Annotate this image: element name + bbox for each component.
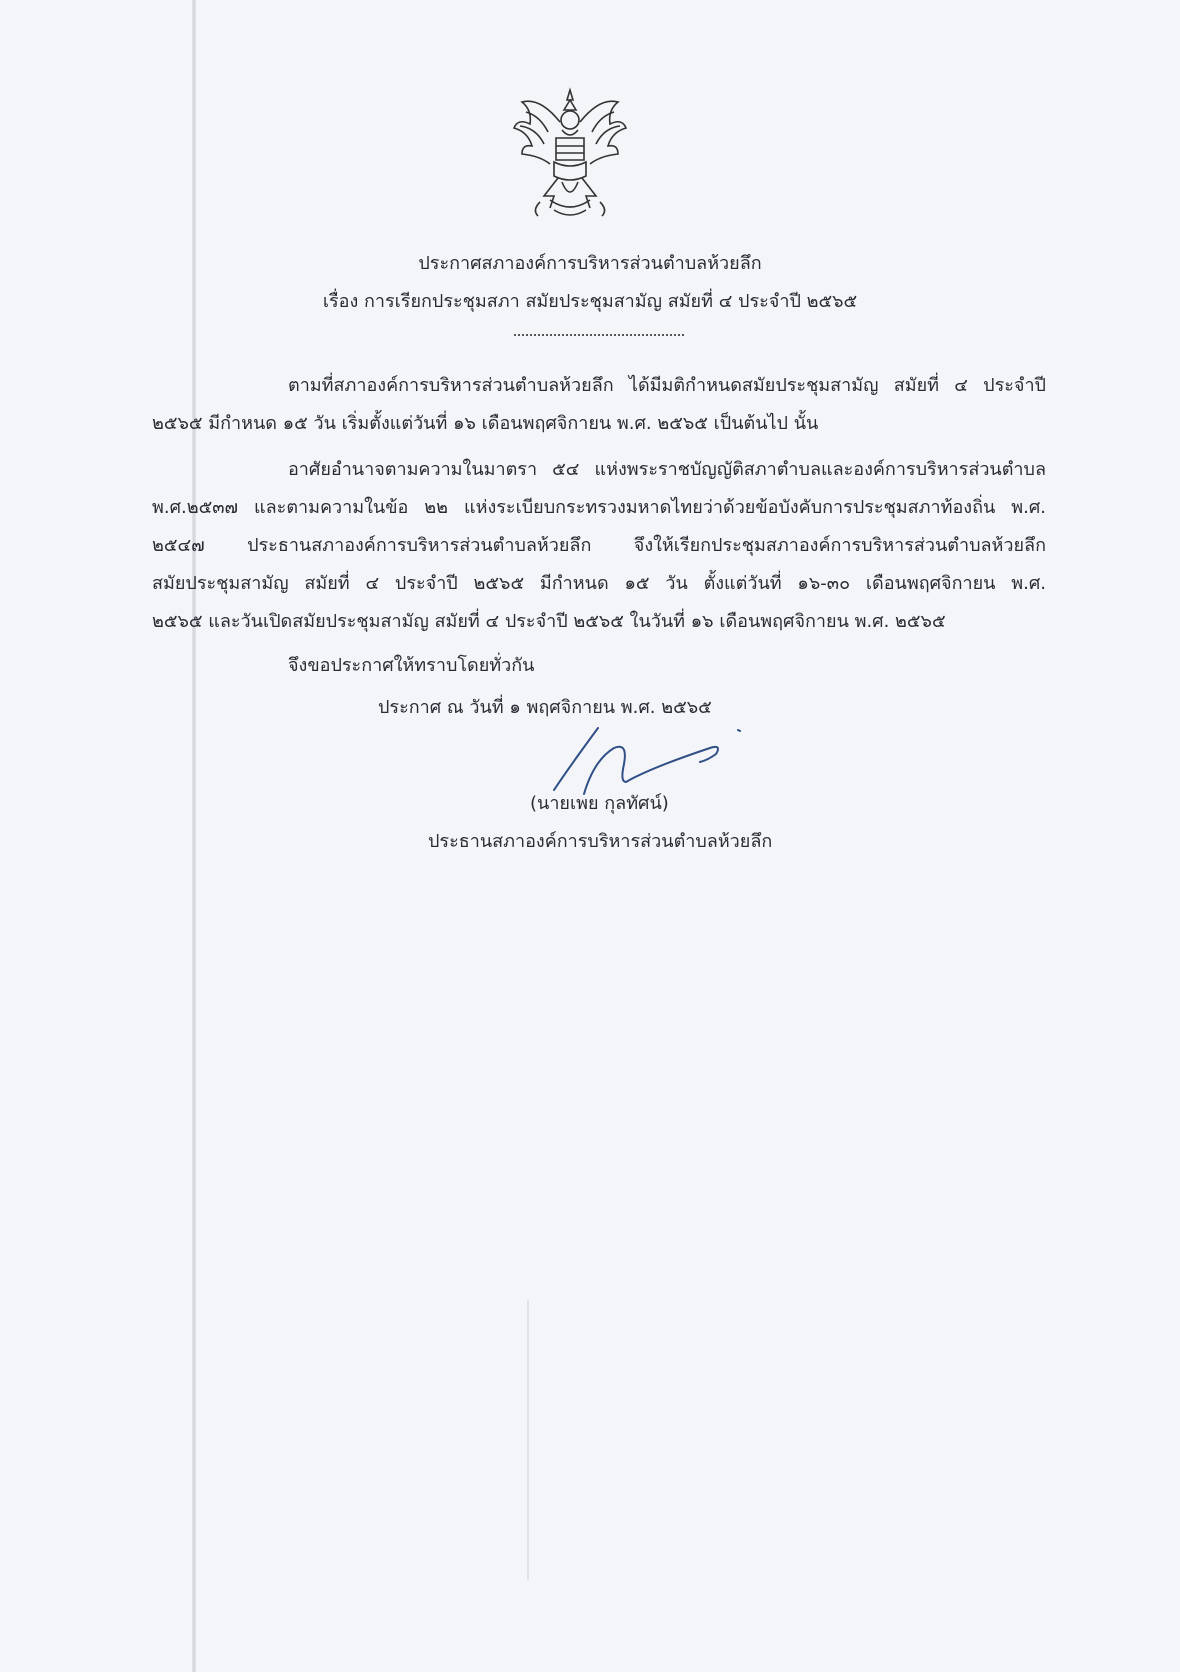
fold-line <box>192 0 196 1672</box>
signer-name: (นายเพย กุลทัศน์) <box>530 793 669 814</box>
dotted-divider <box>514 334 684 336</box>
garuda-emblem-icon <box>510 82 630 230</box>
fold-line-lower <box>527 1300 529 1580</box>
closing-statement: จึงขอประกาศให้ทราบโดยทั่วกัน <box>288 655 535 676</box>
paragraph1-line1: ตามที่สภาองค์การบริหารส่วนตำบลห้วยลึก ได้มีมติกำหนดสมัยประชุมสามัญ สมัยที่ ๔ ประจำปี <box>288 375 1046 396</box>
paragraph2-line2: พ.ศ.๒๕๓๗ และตามความในข้อ ๒๒ แห่งระเบียบกระทรวงมหาดไทยว่าด้วยข้อบังคับการประชุมสภาท้องถิ่น พ.ศ. <box>152 497 1046 518</box>
paragraph2-line1: อาศัยอำนาจตามความในมาตรา ๕๔ แห่งพระราชบัญญัติสภาตำบลและองค์การบริหารส่วนตำบล <box>288 459 1046 480</box>
announcement-date: ประกาศ ณ วันที่ ๑ พฤศจิกายน พ.ศ. ๒๕๖๕ <box>378 697 712 718</box>
paragraph2-line4: สมัยประชุมสามัญ สมัยที่ ๔ ประจำปี ๒๕๖๕ มีกำหนด ๑๕ วัน ตั้งแต่วันที่ ๑๖-๓๐ เดือนพฤศจิกายน พ.ศ. <box>152 573 1046 594</box>
signer-position: ประธานสภาองค์การบริหารส่วนตำบลห้วยลึก <box>428 831 773 852</box>
announcement-subject: เรื่อง การเรียกประชุมสภา สมัยประชุมสามัญ สมัยที่ ๔ ประจำปี ๒๕๖๕ <box>322 291 858 312</box>
paragraph2-line3: ๒๕๔๗ ประธานสภาองค์การบริหารส่วนตำบลห้วยลึก จึงให้เรียกประชุมสภาองค์การบริหารส่วนตำบลห้วยลึก <box>152 535 1046 556</box>
paragraph1-line2: ๒๕๖๕ มีกำหนด ๑๕ วัน เริ่มตั้งแต่วันที่ ๑๖ เดือนพฤศจิกายน พ.ศ. ๒๕๖๕ เป็นต้นไป นั้น <box>152 413 819 434</box>
paragraph2-line5: ๒๕๖๕ และวันเปิดสมัยประชุมสามัญ สมัยที่ ๔ ประจำปี ๒๕๖๕ ในวันที่ ๑๖ เดือนพฤศจิกายน พ.ศ. ๒๕๖๕ <box>152 611 946 632</box>
announcement-title: ประกาศสภาองค์การบริหารส่วนตำบลห้วยลึก <box>418 253 762 274</box>
